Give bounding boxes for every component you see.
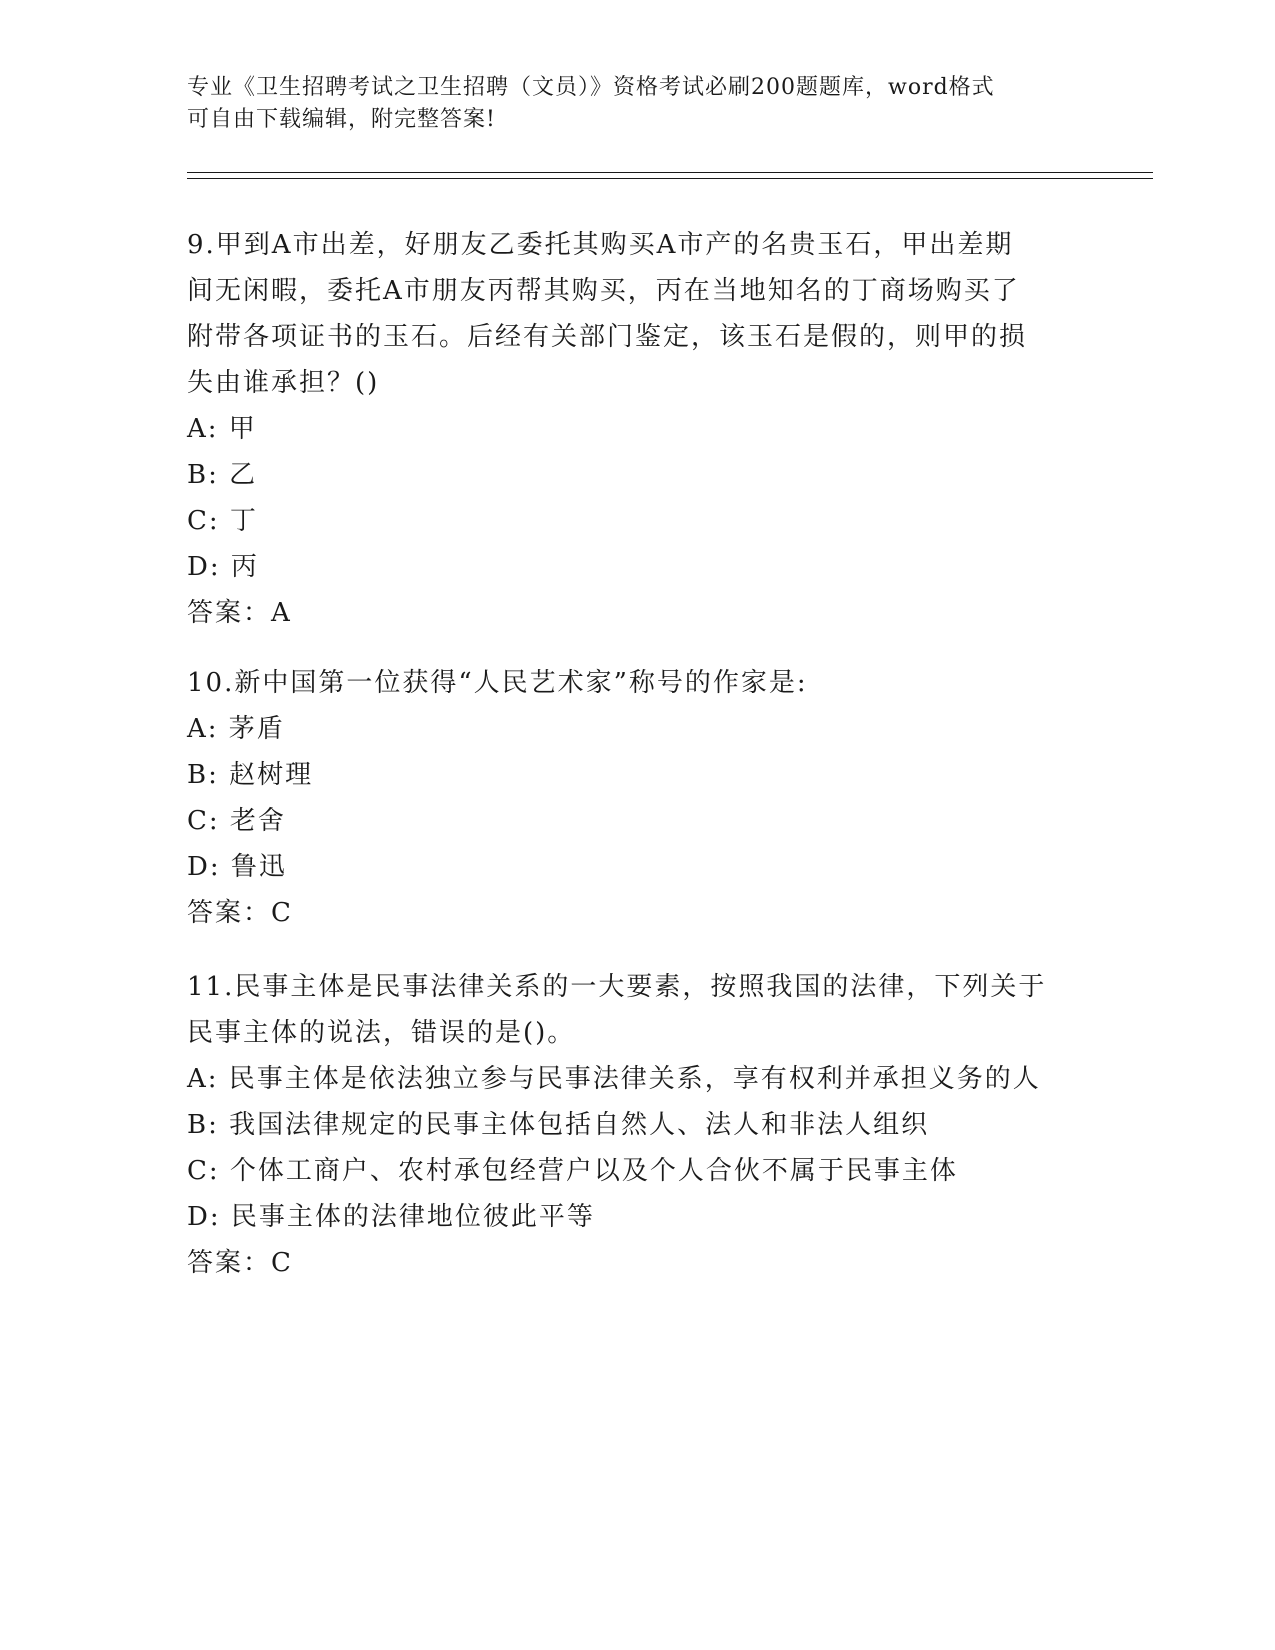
question-11: [187, 964, 1087, 1286]
header-divider-top: [187, 172, 1153, 173]
question-stem: 11.民事主体是民事法律关系的一大要素，按照我国的法律，下列关于: [187, 972, 1047, 1002]
option-c: C: 个体工商户、农村承包经营户以及个人合伙不属于民事主体: [187, 1156, 958, 1186]
option-d: D: 民事主体的法律地位彼此平等: [187, 1202, 595, 1232]
question-stem: 间无闲暇，委托A市朋友丙帮其购买，丙在当地知名的丁商场购买了: [187, 276, 1020, 306]
answer: 答案：C: [187, 898, 293, 928]
question-stem: 9.甲到A市出差，好朋友乙委托其购买A市产的名贵玉石，甲出差期: [187, 230, 1014, 260]
question-stem: 10.新中国第一位获得“人民艺术家”称号的作家是:: [187, 668, 808, 698]
question-stem: 民事主体的说法，错误的是()。: [187, 1018, 576, 1048]
option-b: B: 赵树理: [187, 760, 314, 790]
question-stem: 失由谁承担？(): [187, 368, 380, 398]
header-line-1: 专业《卫生招聘考试之卫生招聘（文员）》资格考试必刷200题题库，word格式: [187, 75, 995, 100]
option-c: C: 老舍: [187, 806, 286, 836]
option-a: A: 甲: [187, 414, 257, 444]
answer: 答案：C: [187, 1248, 293, 1278]
question-10: [187, 660, 1087, 936]
question-stem: 附带各项证书的玉石。后经有关部门鉴定，该玉石是假的，则甲的损: [187, 322, 1028, 352]
header-divider-bottom: [187, 178, 1153, 179]
option-b: B: 乙: [187, 460, 258, 490]
answer: 答案：A: [187, 598, 292, 628]
option-a: A: 民事主体是依法独立参与民事法律关系，享有权利并承担义务的人: [187, 1064, 1041, 1094]
header-line-2: 可自由下载编辑，附完整答案!: [187, 107, 496, 132]
option-d: D: 鲁迅: [187, 852, 287, 882]
option-b: B: 我国法律规定的民事主体包括自然人、法人和非法人组织: [187, 1110, 930, 1140]
document-header: [187, 72, 1087, 136]
question-9: [187, 222, 1087, 636]
option-c: C: 丁: [187, 506, 258, 536]
option-a: A: 茅盾: [187, 714, 285, 744]
option-d: D: 丙: [187, 552, 259, 582]
